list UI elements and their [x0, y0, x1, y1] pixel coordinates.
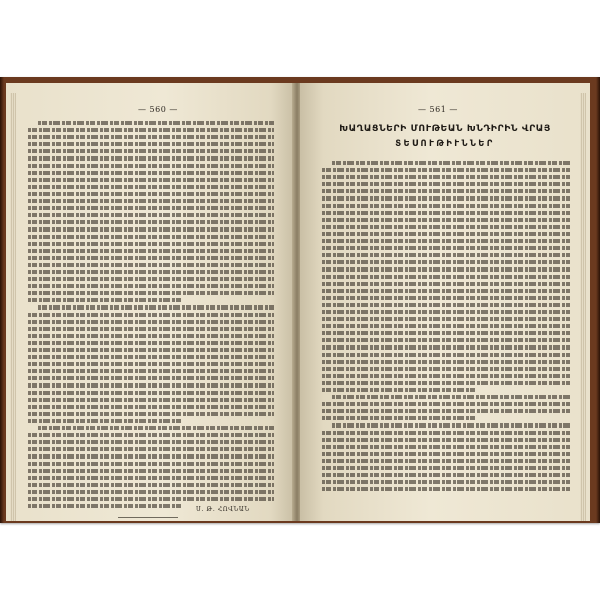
text-line: [322, 331, 570, 335]
right-body-text: [322, 161, 570, 494]
text-line: [28, 249, 274, 253]
text-line: [322, 438, 570, 442]
text-line: [322, 388, 476, 392]
text-line: [28, 220, 274, 224]
text-line: [28, 476, 274, 480]
text-line: [332, 423, 570, 427]
text-line: [28, 412, 274, 416]
left-body-text: [28, 121, 274, 511]
text-line: [28, 313, 274, 317]
cover-edge-left: [0, 77, 4, 523]
text-line: [28, 149, 274, 153]
text-line: [38, 426, 274, 430]
text-line: [322, 175, 570, 179]
text-line: [38, 121, 274, 125]
text-line: [28, 383, 274, 387]
text-line: [28, 256, 274, 260]
text-line: [28, 178, 274, 182]
text-line: [322, 211, 570, 215]
text-line: [38, 305, 274, 309]
text-line: [28, 433, 274, 437]
text-line: [322, 345, 570, 349]
article-subtitle: ՏԵՍՈՒԹԻՒՆՆԵՐ: [395, 138, 495, 148]
text-line: [322, 402, 570, 406]
text-line: [28, 284, 274, 288]
text-line: [322, 324, 570, 328]
text-line: [28, 369, 274, 373]
text-line: [28, 192, 274, 196]
text-line: [322, 381, 570, 385]
text-line: [322, 168, 570, 172]
open-book: [0, 77, 600, 523]
text-line: [28, 497, 274, 501]
left-page-edges: [10, 93, 16, 521]
text-line: [28, 440, 274, 444]
right-page: [300, 83, 590, 521]
text-line: [322, 473, 570, 477]
text-line: [322, 275, 570, 279]
text-line: [28, 263, 274, 267]
text-line: [28, 348, 274, 352]
text-line: [322, 360, 570, 364]
text-line: [322, 374, 570, 378]
text-line: [322, 232, 570, 236]
text-line: [28, 490, 274, 494]
text-line: [28, 376, 274, 380]
text-line: [322, 338, 570, 342]
text-line: [28, 156, 274, 160]
text-line: [322, 310, 570, 314]
text-line: [28, 398, 274, 402]
text-line: [322, 416, 476, 420]
text-line: [28, 327, 274, 331]
text-line: [28, 185, 274, 189]
text-line: [28, 320, 274, 324]
text-line: [332, 395, 570, 399]
text-line: [322, 253, 570, 257]
text-line: [28, 213, 274, 217]
text-line: [28, 227, 274, 231]
text-line: [28, 454, 274, 458]
text-line: [28, 362, 274, 366]
right-page-edges: [580, 93, 586, 521]
text-line: [28, 483, 274, 487]
text-line: [28, 355, 274, 359]
text-line: [322, 204, 570, 208]
text-line: [28, 164, 274, 168]
text-line: [322, 353, 570, 357]
author-signature: Ս. Թ. ՀՈՎՆԱՆ: [196, 506, 250, 513]
text-line: [332, 161, 570, 165]
text-line: [322, 480, 570, 484]
cover-edge-right: [596, 77, 600, 523]
text-line: [28, 171, 274, 175]
text-line: [322, 466, 570, 470]
text-line: [322, 303, 570, 307]
text-line: [322, 367, 570, 371]
text-line: [28, 199, 274, 203]
text-line: [322, 317, 570, 321]
text-line: [322, 239, 570, 243]
text-line: [322, 289, 570, 293]
article-title: ԽԱՂԱՑՆԵՐԻ ՄՈՒԹԵԱՆ ԽՆԴԻՐԻՆ ՎՐԱՅ: [339, 123, 551, 134]
text-line: [322, 189, 570, 193]
text-line: [322, 182, 570, 186]
text-line: [322, 452, 570, 456]
text-line: [28, 142, 274, 146]
text-line: [322, 445, 570, 449]
text-line: [28, 291, 274, 295]
text-line: [322, 267, 570, 271]
text-line: [322, 459, 570, 463]
end-rule: [118, 517, 178, 518]
left-page-number: — 560 —: [138, 105, 178, 114]
text-line: [28, 341, 274, 345]
text-line: [322, 218, 570, 222]
text-line: [28, 405, 274, 409]
text-line: [28, 242, 274, 246]
text-line: [28, 298, 181, 302]
text-line: [28, 504, 181, 508]
left-page: [6, 83, 294, 521]
right-page-number: — 561 —: [418, 105, 458, 114]
text-line: [322, 487, 570, 491]
text-line: [322, 409, 570, 413]
text-line: [28, 277, 274, 281]
text-line: [28, 128, 274, 132]
text-line: [322, 282, 570, 286]
text-line: [322, 246, 570, 250]
text-line: [322, 296, 570, 300]
text-line: [322, 225, 570, 229]
text-line: [322, 431, 570, 435]
text-line: [28, 391, 274, 395]
text-line: [322, 260, 570, 264]
text-line: [28, 235, 274, 239]
text-line: [322, 196, 570, 200]
text-line: [28, 135, 274, 139]
text-line: [28, 206, 274, 210]
text-line: [28, 469, 274, 473]
text-line: [28, 270, 274, 274]
text-line: [28, 447, 274, 451]
text-line: [28, 462, 274, 466]
text-line: [28, 334, 274, 338]
text-line: [28, 419, 181, 423]
